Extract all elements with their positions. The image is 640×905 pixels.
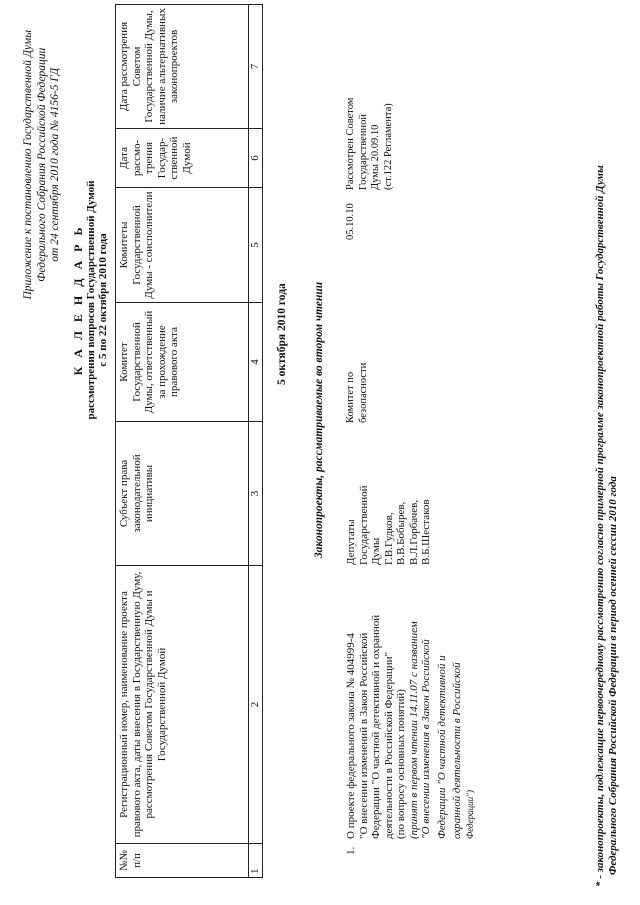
col-header: Субъект права законодательной инициативы bbox=[116, 422, 249, 566]
subject-line: Г.В.Гудков, bbox=[382, 512, 395, 565]
item-note-line: охранной деятельности в Российской bbox=[451, 662, 463, 839]
item-note-line: (принят в первом чтении 14.11.07 с названием bbox=[407, 621, 420, 839]
subject-line: Депутаты bbox=[345, 519, 357, 565]
col-number: 4 bbox=[249, 303, 263, 422]
item-committee bbox=[345, 363, 370, 423]
footnote bbox=[594, 165, 619, 887]
document-title bbox=[72, 155, 110, 445]
col-number: 1 bbox=[249, 844, 263, 878]
item-title-line: (по вопросу основных понятий) bbox=[395, 689, 407, 839]
committee-line: безопасности bbox=[357, 362, 369, 423]
title-main: К А Л Е Н Д А Р Ь bbox=[71, 224, 85, 376]
footnote-line: * - законопроекты, подлежащие первоочередному рассмотрению согласно примерной программе законопроектной работы Государственной Думы bbox=[594, 165, 606, 887]
council-line: Думы 20.09.10 bbox=[370, 124, 381, 190]
item-note-line: Федерации "О частной детективной и bbox=[435, 655, 448, 839]
col-number: 2 bbox=[249, 566, 263, 844]
col-header: Дата рассмо-трения Государ-ственной Думой bbox=[116, 129, 249, 188]
col-header: Регистрационный номер, наименование проекта правового акта, даты внесения в Государственную Думу, рассмотрения Советом Государственной Думы и Государственной Думой bbox=[116, 566, 249, 844]
council-line: Государственной bbox=[357, 114, 369, 190]
appendix-header bbox=[22, 30, 63, 300]
item-date: 05.10.10 bbox=[345, 203, 356, 240]
item-note-line: "О внесении изменения в Закон Российской bbox=[420, 639, 432, 839]
council-line: Рассмотрен Советом bbox=[345, 97, 356, 190]
title-period: с 5 по 22 октября 2010 года bbox=[97, 233, 109, 367]
col-number: 6 bbox=[249, 129, 263, 188]
day-heading: 5 октября 2010 года bbox=[276, 283, 288, 385]
subject-line: В.Л.Горбачев, bbox=[407, 499, 420, 565]
calendar-table bbox=[115, 4, 263, 878]
item-title bbox=[345, 615, 476, 839]
col-number: 7 bbox=[249, 5, 263, 129]
col-number: 3 bbox=[249, 422, 263, 566]
subject-line: В.В.Бобырев, bbox=[395, 501, 407, 565]
section-heading: Законопроекты, рассматриваемые во втором чтении bbox=[313, 281, 325, 559]
committee-line: Комитет по bbox=[345, 371, 356, 423]
item-note-line: Федерации") bbox=[464, 790, 475, 839]
col-header: Комитет Государственной Думы, ответственный за прохождение правового акта bbox=[116, 303, 249, 422]
item-title-line: "О внесении изменений в Закон Российской bbox=[357, 632, 370, 839]
column-number-row bbox=[249, 5, 263, 878]
item-title-line: деятельности в Российской Федерации" bbox=[382, 651, 395, 839]
footnote-line: Федерального Собрания Российской Федерации в период осенней сессии 2010 года bbox=[606, 476, 619, 875]
col-number: 5 bbox=[249, 188, 263, 303]
item-title-line: Федерации "О частной детективной и охранной bbox=[370, 614, 382, 839]
title-subtitle: рассмотрения вопросов Государственной Думой bbox=[84, 180, 97, 420]
item-subject bbox=[345, 485, 433, 565]
col-header: Дата рассмотрения Советом Государственной Думы, наличие альтернативных законопроектов bbox=[116, 5, 249, 129]
item-title-line: О проекте федерального закона № 404999-4 bbox=[345, 633, 357, 839]
subject-line: Думы bbox=[370, 537, 382, 565]
col-header: Комитеты Государственной Думы - соисполнители bbox=[116, 188, 249, 303]
appendix-line: от 24 сентября 2010 года № 4156-5 ГД bbox=[49, 67, 61, 262]
council-line: (ст.122 Регламента) bbox=[382, 103, 394, 190]
subject-line: Государственной bbox=[357, 485, 370, 565]
item-number: 1. bbox=[345, 846, 357, 855]
appendix-line: Приложение к постановлению Государственной Думы bbox=[22, 30, 34, 300]
table-header-row bbox=[116, 5, 249, 878]
item-council bbox=[345, 98, 395, 190]
appendix-line: Федерального Собрания Российской Федерации bbox=[35, 47, 48, 282]
subject-line: В.Б.Шестаков bbox=[420, 499, 432, 565]
col-header: №№ п/п bbox=[116, 844, 249, 878]
